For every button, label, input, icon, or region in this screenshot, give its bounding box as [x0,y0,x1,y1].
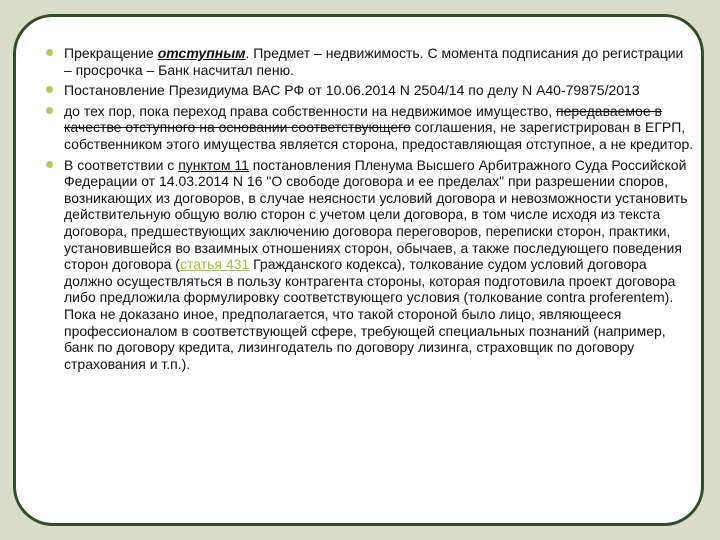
bullet-item-4 [44,157,694,373]
bullet-4-middle: постановления Пленума Высшего Арбитражного Суда Российской Федерации от 14.03.2014 N 16 "О свободе договора и ее пределах" при разрешении споров, возникающих из договоров, в случае неясности условий договора и невозможности установить действительную общую волю сторон с учетом цели договора, в том числе исходя из текста договора, предшествующих заключению договора переговоров, переписки сторон, практики, установившейся во взаимных отношениях сторон, обычаев, а также последующего поведения сторон договора ( [64,156,688,273]
bullet-2-text: Постановление Президиума ВАС РФ от 10.06.2014 N 2504/14 по делу N А40-79875/2013 [64,82,640,99]
bullet-4-lead: В соответствии с [64,156,179,173]
bullet-1-lead: Прекращение [64,45,158,61]
bullet-item-2 [44,82,694,99]
bullet-dot-icon [46,107,53,114]
bullet-dot-icon [46,86,53,93]
bullet-list [44,45,694,376]
bullet-1-emphasis: отступным [157,45,246,61]
bullet-3-line-end: соглашения, не зарегистрирован в ЕГРП, собственником этого имущества является сторона, предоставляющая отступное, а не кредитор. [64,119,694,152]
bullet-3-struck-text: передаваемое в качестве отступного на основании соответствующего [64,102,662,136]
bullet-item-1 [44,45,694,78]
bullet-3-line-start: до тех пор, пока переход права собственности на недвижимое имущество, [64,102,553,119]
bullet-dot-icon [46,161,53,168]
bullet-4-rest: Гражданского кодекса), толкование судом условий договора должно осуществляться в пользу контрагента стороны, которая подготовила проект договора либо предложила формулировку соответствующего условия (толкование contra proferentem). Пока не доказано иное, предполагается, что такой стороной было лицо, являющееся профессионалом в соответствующей сфере, требующей специальных познаний (например, банк по договору кредита, лизингодатель по договору лизинга, страховщик по договору страхования и т.п.). [64,256,676,372]
bullet-dot-icon [46,49,53,56]
slide-frame [13,14,704,526]
bullet-item-3 [44,103,694,153]
punkt-11-link[interactable]: пунктом 11 [178,156,249,173]
statya-431-link[interactable]: статья 431 [179,256,250,273]
bullet-1-rest: . Предмет – недвижимость. С момента подписания до регистрации – просрочка – Банк насчитал пеню. [64,45,684,78]
